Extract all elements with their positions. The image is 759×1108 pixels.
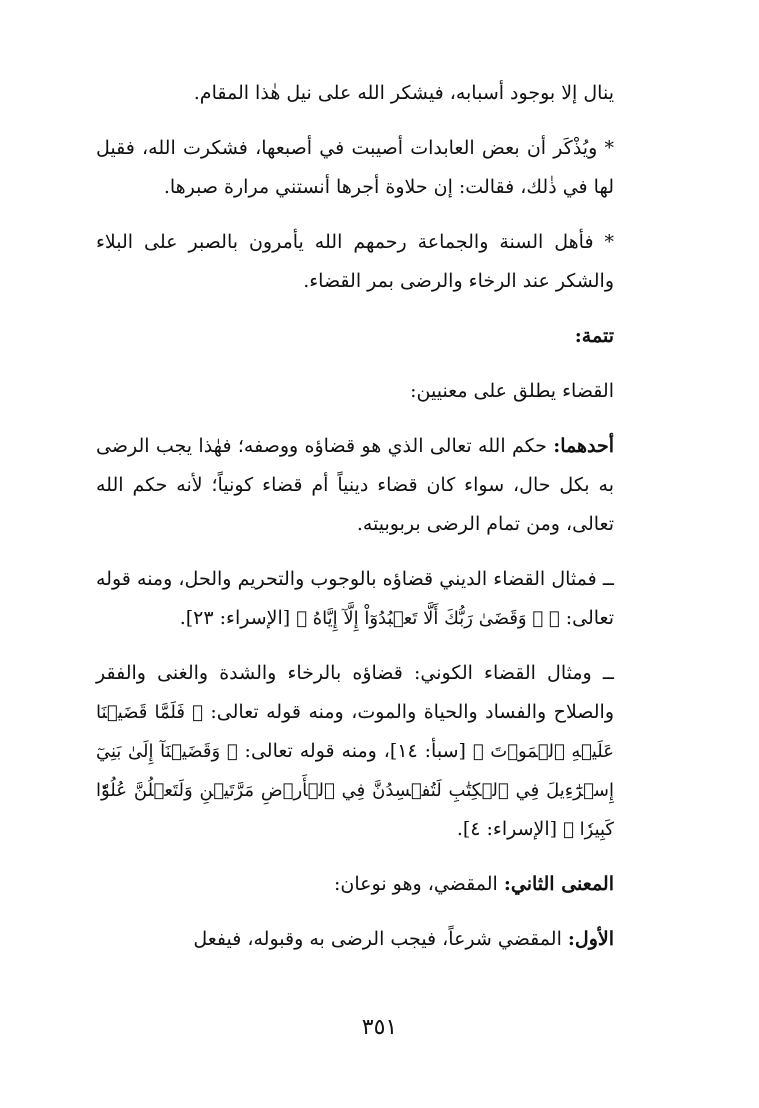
page-number: ٣٥١ [361, 1015, 398, 1040]
paragraph-second-meaning [96, 865, 614, 904]
cosmic-decree-text: ــ ومثال القضاء الكوني: قضاؤه بالرخاء والشدة والغنى والفقر والصلاح والفساد والحياة والموت، ومنه قوله تعالى: [96, 662, 615, 723]
first-type-label: الأول: [567, 928, 614, 950]
cosmic-decree-citation-2: [الإسراء: ٤]. [456, 818, 564, 840]
paragraph-first-type [96, 920, 614, 959]
paragraph-continuation: ينال إلا بوجود أسبابه، فيشكر الله على نيل هٰذا المقام. [193, 82, 614, 104]
paragraph-worshipper-story: * ويُذْكَر أن بعض العابدات أصيبت في أصبعها، فشكرت الله، فقيل لها في ذٰلك، فقالت: إن حلاوة أجرها أنستني مرارة صبرها. [96, 137, 614, 198]
paragraph-religious-decree [96, 560, 614, 638]
second-meaning-text: المقضي، وهو نوعان: [334, 873, 504, 895]
quran-verse-isra-4: ﴿ وَقَضَيۡنَآ إِلَىٰ بَنِيٓ إِسۡرَٰٓءِيلَ فِي ٱلۡكِتَٰبِ لَتُفۡسِدُنَّ فِي ٱلۡأَرۡضِ مَرَّتَيۡنِ وَلَتَعۡلُنَّ عُلُوّٗا كَبِيرٗا ﴾ [96, 741, 614, 840]
first-meaning-text: حكم الله تعالى الذي هو قضاؤه ووصفه؛ فهٰذا يجب الرضى به بكل حال، سواء كان قضاء دينياً أم قضاء كونياً؛ لأنه حكم الله تعالى، ومن تمام الرضى بربوبيته. [96, 435, 614, 535]
paragraph-sunnah-patience: * فأهل السنة والجماعة رحمهم الله يأمرون بالصبر على البلاء والشكر عند الرخاء والرضى بمر القضاء. [96, 231, 614, 292]
quran-verse-saba-14: ﴿ فَلَمَّا قَضَيۡنَا عَلَيۡهِ ٱلۡمَوۡتَ ﴾ [96, 702, 614, 762]
quran-verse-isra-23: ﴿ ۞ وَقَضَىٰ رَبُّكَ أَلَّا تَعۡبُدُوٓاْ إِلَّآ إِيَّاهُ ﴾ [296, 608, 560, 629]
paragraph-first-meaning [96, 427, 614, 544]
paragraph-cosmic-decree [96, 654, 614, 849]
cosmic-decree-citation-1: [سبأ: ١٤]، ومنه قوله تعالى: [237, 740, 473, 762]
section-heading: تتمة: [574, 325, 614, 347]
second-meaning-label: المعنى الثاني: [503, 873, 614, 895]
religious-decree-citation: [الإسراء: ٢٣]. [179, 607, 297, 629]
first-type-text: المقضي شرعاً، فيجب الرضى به وقبوله، فيفعل [193, 928, 568, 950]
religious-decree-text: ــ فمثال القضاء الديني قضاؤه بالوجوب والتحريم والحل، ومنه قوله تعالى: [96, 568, 614, 629]
first-meaning-label: أحدهما: [553, 435, 614, 457]
paragraph-two-meanings: القضاء يطلق على معنيين: [410, 380, 614, 402]
page-body [96, 74, 614, 959]
